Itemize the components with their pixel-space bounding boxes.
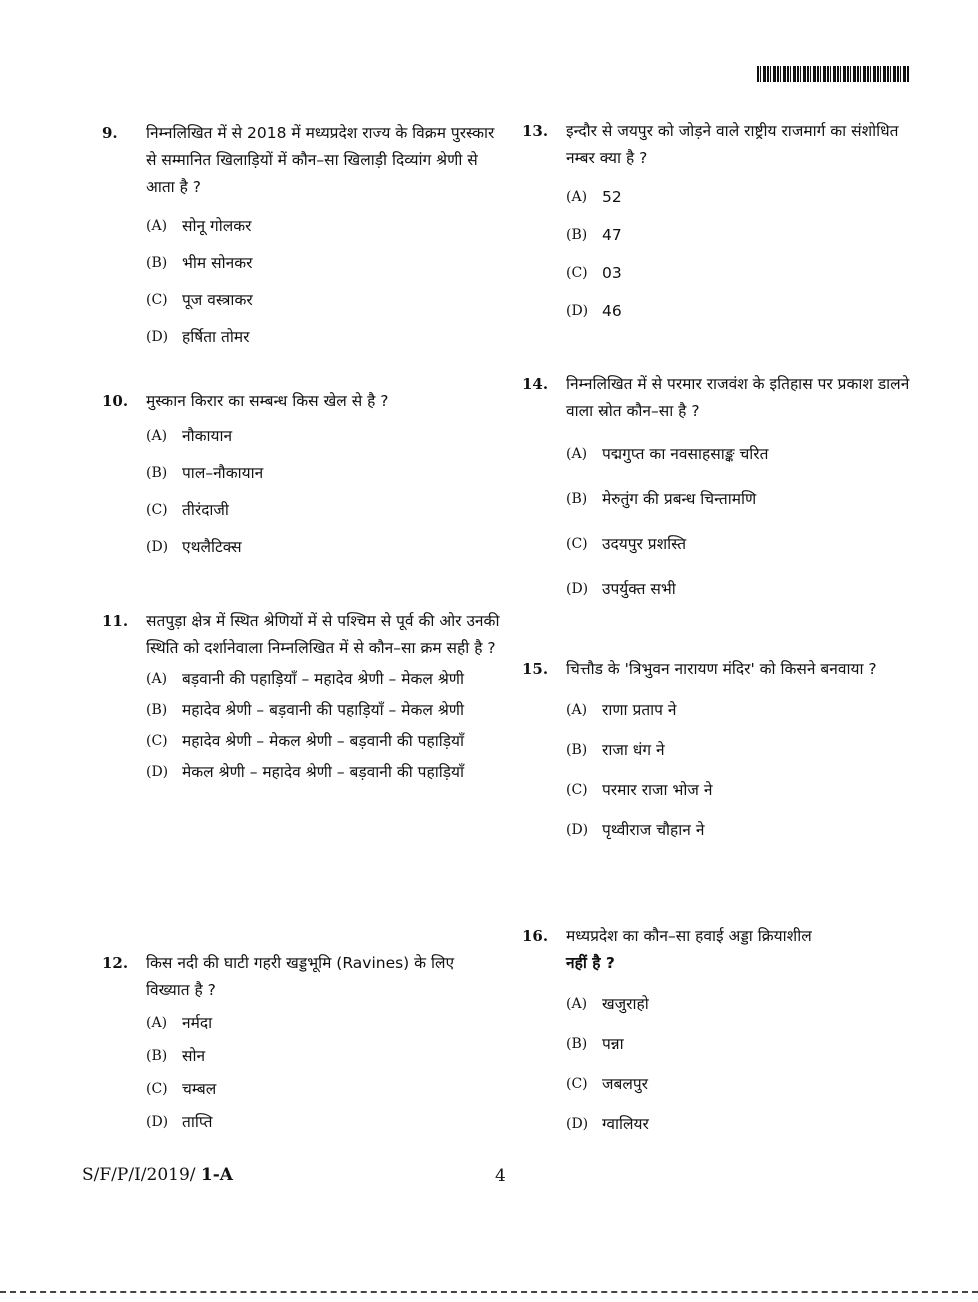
option-label: (B) — [146, 702, 168, 718]
option-a — [146, 1010, 502, 1037]
option-label: (B) — [146, 255, 168, 271]
question-text — [566, 923, 917, 977]
option-text: हर्षिता तोमर — [182, 328, 250, 346]
question-16 — [522, 923, 917, 1138]
question-12 — [102, 950, 502, 1136]
option-text: 46 — [602, 302, 622, 320]
question-number: 16. — [522, 927, 549, 945]
option-text: खजुराहो — [602, 995, 649, 1013]
option-d — [566, 576, 917, 603]
option-text: 47 — [602, 226, 622, 244]
question-text: सतपुड़ा क्षेत्र में स्थित श्रेणियों में से पश्चिम से पूर्व की ओर उनकी स्थिति को दर्शानेवाला निम्नलिखित में से कौन–सा क्रम सही है ? — [146, 612, 500, 657]
option-label: (D) — [146, 1114, 169, 1130]
option-text: भीम सोनकर — [182, 254, 253, 272]
option-text: 03 — [602, 264, 622, 282]
option-label: (C) — [566, 536, 588, 552]
option-b — [146, 1043, 502, 1070]
question-text: इन्दौर से जयपुर को जोड़ने वाले राष्ट्रीय राजमार्ग का संशोधित नम्बर क्या है ? — [566, 122, 899, 167]
paper-code-prefix: S/F/P/I/2019/ — [82, 1165, 196, 1185]
option-label: (B) — [566, 1036, 588, 1052]
option-text: नौकायान — [182, 427, 233, 445]
option-text: पन्ना — [602, 1035, 624, 1053]
option-c — [146, 1076, 502, 1103]
option-c — [566, 531, 917, 558]
option-label: (D) — [146, 764, 169, 780]
question-14 — [522, 371, 917, 603]
option-label: (B) — [566, 742, 588, 758]
question-text: निम्नलिखित में से परमार राजवंश के इतिहास पर प्रकाश डालने वाला स्रोत कौन–सा है ? — [566, 375, 910, 420]
option-label: (D) — [146, 329, 169, 345]
option-text: चम्बल — [182, 1080, 217, 1098]
option-b — [146, 697, 502, 724]
option-d — [146, 759, 502, 786]
option-text: ग्वालियर — [602, 1115, 649, 1133]
question-11 — [102, 608, 502, 786]
question-text: निम्नलिखित में से 2018 में मध्यप्रदेश राज्य के विक्रम पुरस्कार से सम्मानित खिलाड़ियों में कौन–सा खिलाड़ी दिव्यांग श्रेणी से आता है ? — [146, 124, 495, 196]
question-number: 11. — [102, 612, 129, 630]
question-text-emphasis: नहीं है ? — [566, 954, 615, 972]
option-label: (C) — [146, 1081, 168, 1097]
option-text: उपर्युक्त सभी — [602, 580, 676, 598]
option-text: उदयपुर प्रशस्ति — [602, 535, 687, 553]
option-a — [566, 991, 917, 1018]
option-d — [146, 1109, 502, 1136]
option-text: ताप्ति — [182, 1113, 213, 1131]
option-label: (D) — [566, 303, 589, 319]
option-text: राणा प्रताप ने — [602, 701, 677, 719]
option-label: (C) — [146, 733, 168, 749]
option-label: (C) — [146, 292, 168, 308]
question-number: 10. — [102, 392, 129, 410]
option-text: पाल–नौकायान — [182, 464, 264, 482]
question-10 — [102, 388, 502, 561]
option-c — [146, 287, 502, 314]
option-a — [146, 423, 502, 450]
question-number: 15. — [522, 660, 549, 678]
option-b — [566, 222, 917, 249]
option-b — [146, 460, 502, 487]
question-text-main: मध्यप्रदेश का कौन–सा हवाई अड्डा क्रियाशील — [566, 927, 812, 945]
option-label: (C) — [566, 1076, 588, 1092]
option-a — [146, 213, 502, 240]
bottom-rule — [0, 1291, 978, 1293]
option-text: महादेव श्रेणी – मेकल श्रेणी – बड़वानी की पहाड़ियाँ — [182, 732, 465, 750]
option-text: पूज वस्त्राकर — [182, 291, 253, 309]
option-text: मेरुतुंग की प्रबन्ध चिन्तामणि — [602, 490, 757, 508]
option-label: (D) — [146, 539, 169, 555]
option-b — [566, 486, 917, 513]
paper-code — [82, 1165, 233, 1185]
option-b — [146, 250, 502, 277]
option-text: पृथ्वीराज चौहान ने — [602, 821, 705, 839]
paper-code-set: 1-A — [200, 1165, 233, 1185]
option-label: (A) — [146, 1015, 168, 1031]
option-text: मेकल श्रेणी – महादेव श्रेणी – बड़वानी की पहाड़ियाँ — [182, 763, 465, 781]
option-c — [146, 728, 502, 755]
option-b — [566, 1031, 917, 1058]
option-text: सोनू गोलकर — [182, 217, 252, 235]
question-number: 14. — [522, 375, 549, 393]
option-a — [146, 666, 502, 693]
option-a — [566, 697, 917, 724]
option-a — [566, 184, 917, 211]
option-label: (B) — [146, 1048, 168, 1064]
option-text: तीरंदाजी — [182, 501, 229, 519]
option-text: एथलैटिक्स — [182, 538, 242, 556]
option-label: (A) — [146, 218, 168, 234]
question-text: चित्तौड के 'त्रिभुवन नारायण मंदिर' को किसने बनवाया ? — [566, 660, 877, 678]
question-number: 9. — [102, 124, 118, 142]
option-c — [566, 260, 917, 287]
question-text: किस नदी की घाटी गहरी खड्डभूमि (Ravines) के लिए विख्यात है ? — [146, 954, 455, 999]
question-number: 13. — [522, 122, 549, 140]
option-label: (B) — [146, 465, 168, 481]
question-number: 12. — [102, 954, 129, 972]
option-text: राजा धंग ने — [602, 741, 665, 759]
option-label: (C) — [566, 265, 588, 281]
option-d — [566, 817, 917, 844]
option-text: महादेव श्रेणी – बड़वानी की पहाड़ियाँ – मेकल श्रेणी — [182, 701, 465, 719]
option-text: सोन — [182, 1047, 206, 1065]
option-label: (D) — [566, 581, 589, 597]
option-label: (D) — [566, 1116, 589, 1132]
option-b — [566, 737, 917, 764]
option-text: नर्मदा — [182, 1014, 213, 1032]
option-label: (A) — [146, 428, 168, 444]
page-number: 4 — [495, 1166, 506, 1186]
option-d — [566, 298, 917, 325]
question-13 — [522, 118, 917, 325]
option-text: 52 — [602, 188, 622, 206]
option-text: पद्मगुप्त का नवसाहसाङ्क चरित — [602, 445, 769, 463]
option-label: (C) — [146, 502, 168, 518]
option-label: (A) — [566, 996, 588, 1012]
option-d — [566, 1111, 917, 1138]
option-text: परमार राजा भोज ने — [602, 781, 713, 799]
option-label: (D) — [566, 822, 589, 838]
option-label: (C) — [566, 782, 588, 798]
option-label: (A) — [566, 446, 588, 462]
option-label: (A) — [146, 671, 168, 687]
option-text: जबलपुर — [602, 1075, 649, 1093]
option-c — [146, 497, 502, 524]
option-label: (B) — [566, 227, 588, 243]
question-15 — [522, 656, 917, 844]
option-label: (A) — [566, 189, 588, 205]
barcode — [757, 66, 909, 82]
question-text: मुस्कान किरार का सम्बन्ध किस खेल से है ? — [146, 392, 389, 410]
option-c — [566, 1071, 917, 1098]
option-d — [146, 324, 502, 351]
option-label: (B) — [566, 491, 588, 507]
option-d — [146, 534, 502, 561]
option-label: (A) — [566, 702, 588, 718]
question-9 — [102, 120, 502, 351]
option-c — [566, 777, 917, 804]
option-text: बड़वानी की पहाड़ियाँ – महादेव श्रेणी – मेकल श्रेणी — [182, 670, 465, 688]
option-a — [566, 441, 917, 468]
